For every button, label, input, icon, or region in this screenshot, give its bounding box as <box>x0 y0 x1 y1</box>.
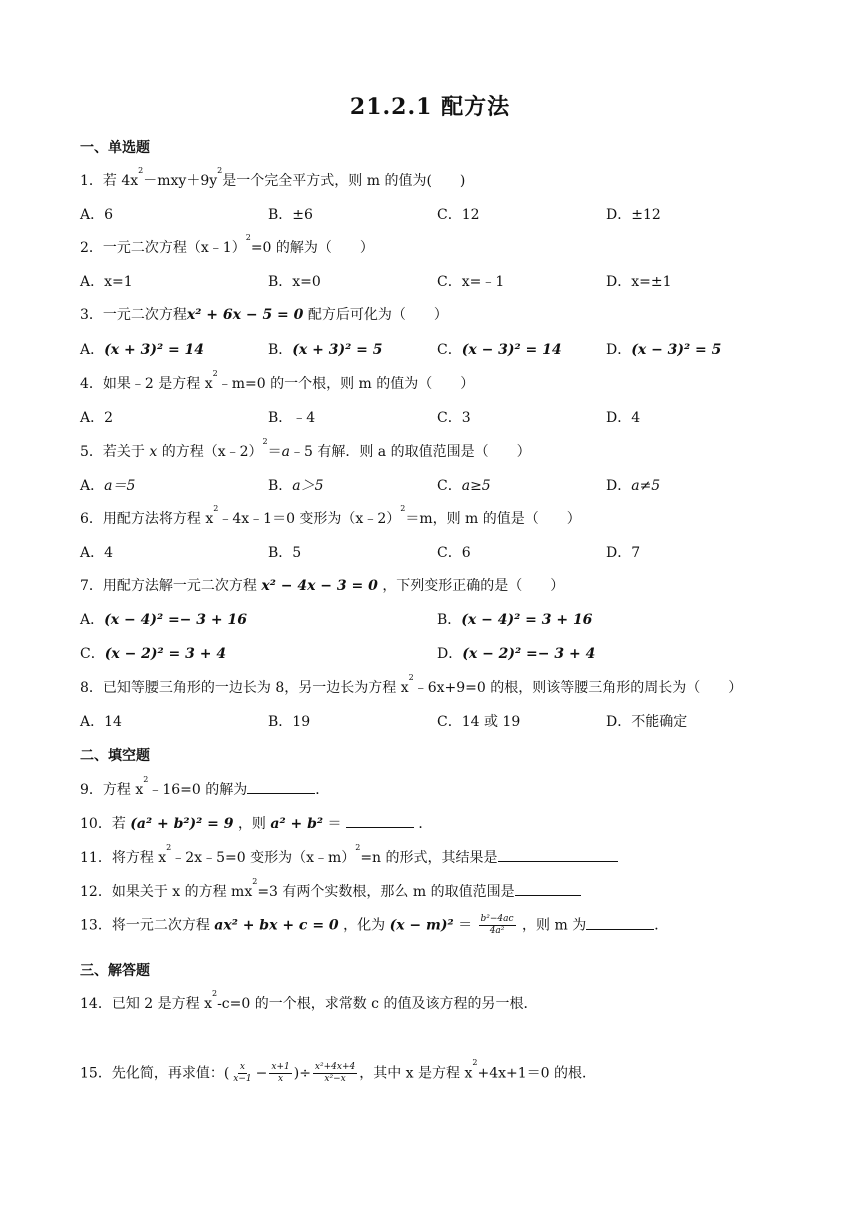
q11-sup: 2 <box>166 843 172 852</box>
q10-text-c: ＝ <box>327 816 342 832</box>
q2-sup: 2 <box>245 233 251 242</box>
question-15: 15．先化简，再求值：( $\frac{x}{x-1}$ − $\frac{x+1}{x}$ )÷ $\frac{\text{x²+4x+4}}{\text{x²−x}}$ ，其中 x 是方程 $x^2+4x+1=0$ 的根． <box>80 1058 596 1084</box>
q5-option-c-label: C． <box>437 478 462 494</box>
q8-sup: 2 <box>408 673 414 682</box>
q11-text-a: 11．将方程 x <box>80 850 167 866</box>
q13-text-b: ，化为 <box>343 917 386 934</box>
q5-text-d: ﹣5 有解．则 a 的取值范围是（ ） <box>289 444 531 460</box>
q5-option-d[interactable] <box>606 475 660 495</box>
q15-text-c: +4x+1＝0 的根． <box>477 1065 596 1082</box>
q3-option-a-label: A． <box>80 342 105 358</box>
q1-text-b: －mxy＋9y <box>143 173 218 189</box>
q15-divide: ÷ <box>299 1065 311 1082</box>
q5-option-a-label: A． <box>80 478 105 494</box>
q15-text-b: ，其中 x 是方程 x <box>359 1065 473 1082</box>
q3-option-d-math: (x − 3)² = 5 <box>631 342 722 358</box>
q7-option-c-label: C． <box>80 646 105 662</box>
q8-text-b: ﹣6x+9=0 的根，则该等腰三角形的周长为（ ） <box>413 680 743 696</box>
q12-answer-blank[interactable] <box>515 881 581 896</box>
q12-sup: 2 <box>252 877 258 886</box>
q13-equation-2: (x − m)² <box>389 917 454 934</box>
q7-option-d-math: (x − 2)² =− 3 + 4 <box>462 646 596 662</box>
q2-option-a[interactable]: A．x=1 <box>80 274 133 290</box>
q3-equation: x² + 6x − 5 = 0 <box>186 307 304 323</box>
q9-sup: 2 <box>143 775 149 784</box>
q15-fraction-1-denominator: x−1 <box>233 1074 252 1084</box>
q10-text-a: 10．若 <box>80 816 126 832</box>
q7-option-b-math: (x − 4)² = 3 + 16 <box>461 612 593 628</box>
q14-text-b: -c=0 的一个根，求常数 c 的值及该方程的另一根． <box>217 996 538 1012</box>
q3-option-c-label: C． <box>437 342 462 358</box>
q4-text-a: 4．如果﹣2 是方程 x <box>80 376 213 392</box>
q7-option-a-label: A． <box>80 612 105 628</box>
q13-equation-1: ax² + bx + c = 0 <box>214 917 339 934</box>
q1-option-a[interactable]: A．6 <box>80 207 114 223</box>
q1-option-c[interactable]: C．12 <box>437 207 480 223</box>
q5-option-a-text: a＝5 <box>104 478 136 494</box>
q7-option-d-label: D． <box>437 646 463 662</box>
q10-text-d: ． <box>418 816 433 832</box>
q3-option-a-math: (x + 3)² = 14 <box>104 342 205 358</box>
q7-option-d[interactable] <box>437 643 595 663</box>
q3-option-b[interactable] <box>268 339 382 359</box>
question-8 <box>80 673 743 697</box>
q5-option-d-label: D． <box>606 478 632 494</box>
q1-option-b[interactable]: B．±6 <box>268 207 313 223</box>
q5-option-b-label: B． <box>268 478 293 494</box>
page-title: 21.2.1 配方法 <box>349 94 511 120</box>
question-9 <box>80 775 330 799</box>
q11-sup: 2 <box>355 843 361 852</box>
q8-option-a[interactable]: A．14 <box>80 714 122 730</box>
q7-option-c-math: (x − 2)² = 3 + 4 <box>104 646 227 662</box>
q8-option-d[interactable]: D．不能确定 <box>606 714 688 730</box>
q13-fraction <box>479 914 516 937</box>
q15-fraction-1 <box>231 1062 253 1085</box>
section-heading-fill-blank: 二、填空题 <box>80 748 150 764</box>
q10-answer-blank[interactable] <box>346 813 414 828</box>
question-3 <box>80 304 448 324</box>
q5-var-a: a <box>281 444 290 460</box>
question-5 <box>80 437 531 461</box>
q15-fraction-2 <box>269 1062 291 1085</box>
question-11 <box>80 843 618 867</box>
q6-option-d[interactable]: D．7 <box>606 545 641 561</box>
q6-sup: 2 <box>213 504 219 513</box>
q8-option-c[interactable]: C．14 或 19 <box>437 714 521 730</box>
q4-option-c[interactable]: C．3 <box>437 410 471 426</box>
q3-text-b: 配方后可化为（ ） <box>307 307 448 323</box>
q5-option-c-text: a≥5 <box>461 478 491 494</box>
q11-text-b: ﹣2x﹣5=0 变形为（x﹣m） <box>171 850 356 866</box>
q13-text-d: ，则 m 为 <box>522 917 587 934</box>
q3-option-a[interactable] <box>80 339 204 359</box>
q8-text-a: 8．已知等腰三角形的一边长为 8，另一边长为方程 x <box>80 680 409 696</box>
question-7 <box>80 575 564 595</box>
q1-text-c: 是一个完全平方式，则 m 的值为( ) <box>222 173 466 189</box>
q10-equation-2: a² + b² <box>270 816 323 832</box>
q14-text-a: 14．已知 2 是方程 x <box>80 996 212 1012</box>
q2-text-a: 2．一元二次方程（x﹣1） <box>80 240 246 256</box>
q6-text-b: ﹣4x﹣1＝0 变形为（x﹣2） <box>218 511 401 527</box>
q5-option-b[interactable] <box>268 475 324 495</box>
q11-answer-blank[interactable] <box>498 847 618 862</box>
q4-option-d[interactable]: D．4 <box>606 410 641 426</box>
q6-option-b[interactable]: B．5 <box>268 545 302 561</box>
q3-option-b-label: B． <box>268 342 293 358</box>
q3-option-c[interactable] <box>437 339 562 359</box>
q4-text-b: ﹣m=0 的一个根，则 m 的值为（ ） <box>217 376 475 392</box>
q6-text-a: 6．用配方法将方程 x <box>80 511 214 527</box>
q1-text-a: 1．若 4x <box>80 173 139 189</box>
q15-fraction-3-denominator: x²−x <box>324 1074 346 1084</box>
q5-text-a: 5．若关于 <box>80 444 150 460</box>
q13-text-c: ＝ <box>458 917 473 934</box>
q4-sup: 2 <box>212 369 218 378</box>
q9-answer-blank[interactable] <box>247 779 315 794</box>
q5-text-c: ＝ <box>267 444 282 460</box>
question-12 <box>80 877 581 901</box>
question-1 <box>80 166 466 190</box>
q11-text-c: =n 的形式，其结果是 <box>360 850 498 866</box>
q1-option-d[interactable]: D．±12 <box>606 207 661 223</box>
q15-fraction-3-numerator: x²+4x+4 <box>314 1062 356 1072</box>
q9-text-c: ． <box>315 782 330 798</box>
question-14 <box>80 989 538 1013</box>
q15-fraction-3 <box>313 1062 357 1085</box>
q5-sup: 2 <box>262 437 268 446</box>
q7-option-c[interactable] <box>80 643 226 663</box>
q5-option-a[interactable] <box>80 475 135 495</box>
q6-sup: 2 <box>400 504 406 513</box>
q7-option-b-label: B． <box>437 612 462 628</box>
q13-fraction-numerator: b²−4ac <box>480 914 514 924</box>
q5-text-b: 的方程（x﹣2） <box>157 444 263 460</box>
q9-text-a: 9．方程 x <box>80 782 144 798</box>
q15-minus: − <box>255 1065 268 1082</box>
q7-option-b[interactable] <box>437 609 592 629</box>
q5-option-c[interactable] <box>437 475 491 495</box>
q15-text-a: 15．先化简，再求值： <box>80 1065 224 1082</box>
q13-text-e: ． <box>654 917 669 934</box>
q5-option-d-text: a≠5 <box>631 478 661 494</box>
q1-sup: 2 <box>217 166 223 175</box>
q3-option-b-math: (x + 3)² = 5 <box>292 342 383 358</box>
q13-fraction-denominator: 4a² <box>489 926 505 936</box>
q10-equation-1: (a² + b²)² = 9 <box>130 816 234 832</box>
q2-text-b: =0 的解为（ ） <box>250 240 374 256</box>
q7-text-a: 7．用配方法解一元二次方程 <box>80 578 257 594</box>
q5-option-b-text: a＞5 <box>292 478 324 494</box>
q9-text-b: ﹣16=0 的解为 <box>148 782 248 798</box>
q7-text-b: ，下列变形正确的是（ ） <box>382 578 565 594</box>
q13-text-a: 13．将一元二次方程 <box>80 917 210 934</box>
q12-text-b: =3 有两个实数根，那么 m 的取值范围是 <box>257 884 515 900</box>
question-13 <box>80 914 668 937</box>
q4-option-b[interactable]: B．﹣4 <box>268 410 316 426</box>
section-heading-single-choice: 一、单选题 <box>80 140 150 156</box>
question-2 <box>80 233 374 257</box>
q7-equation: x² − 4x − 3 = 0 <box>261 578 378 594</box>
q15-fraction-2-denominator: x <box>278 1074 284 1084</box>
q2-option-b[interactable]: B．x=0 <box>268 274 321 290</box>
q1-sup: 2 <box>138 166 144 175</box>
q7-option-a-math: (x − 4)² =− 3 + 16 <box>104 612 247 628</box>
q13-answer-blank[interactable] <box>586 915 654 930</box>
q6-option-c[interactable]: C．6 <box>437 545 471 561</box>
q6-text-c: ＝m，则 m 的值是（ ） <box>405 511 581 527</box>
q7-option-a[interactable] <box>80 609 247 629</box>
section-heading-solve: 三、解答题 <box>80 963 150 979</box>
q3-option-c-math: (x − 3)² = 14 <box>461 342 562 358</box>
q3-option-d-label: D． <box>606 342 632 358</box>
q5-var-x: x <box>149 444 158 460</box>
q3-text-a: 3．一元二次方程 <box>80 307 187 323</box>
question-4 <box>80 369 475 393</box>
question-6 <box>80 504 581 528</box>
q12-text-a: 12．如果关于 x 的方程 mx <box>80 884 253 900</box>
q15-sup: 2 <box>472 1058 478 1067</box>
q15-fraction-1-numerator: x <box>239 1062 245 1072</box>
q2-option-d[interactable]: D．x=±1 <box>606 274 672 290</box>
q4-option-a[interactable]: A．2 <box>80 410 114 426</box>
q3-option-d[interactable] <box>606 339 721 359</box>
q6-option-a[interactable]: A．4 <box>80 545 114 561</box>
q14-sup: 2 <box>211 989 218 998</box>
question-10 <box>80 813 432 833</box>
q15-fraction-2-numerator: x+1 <box>271 1062 290 1072</box>
q8-option-b[interactable]: B．19 <box>268 714 311 730</box>
q10-text-b: ，则 <box>237 816 266 832</box>
q2-option-c[interactable]: C．x=﹣1 <box>437 274 505 290</box>
